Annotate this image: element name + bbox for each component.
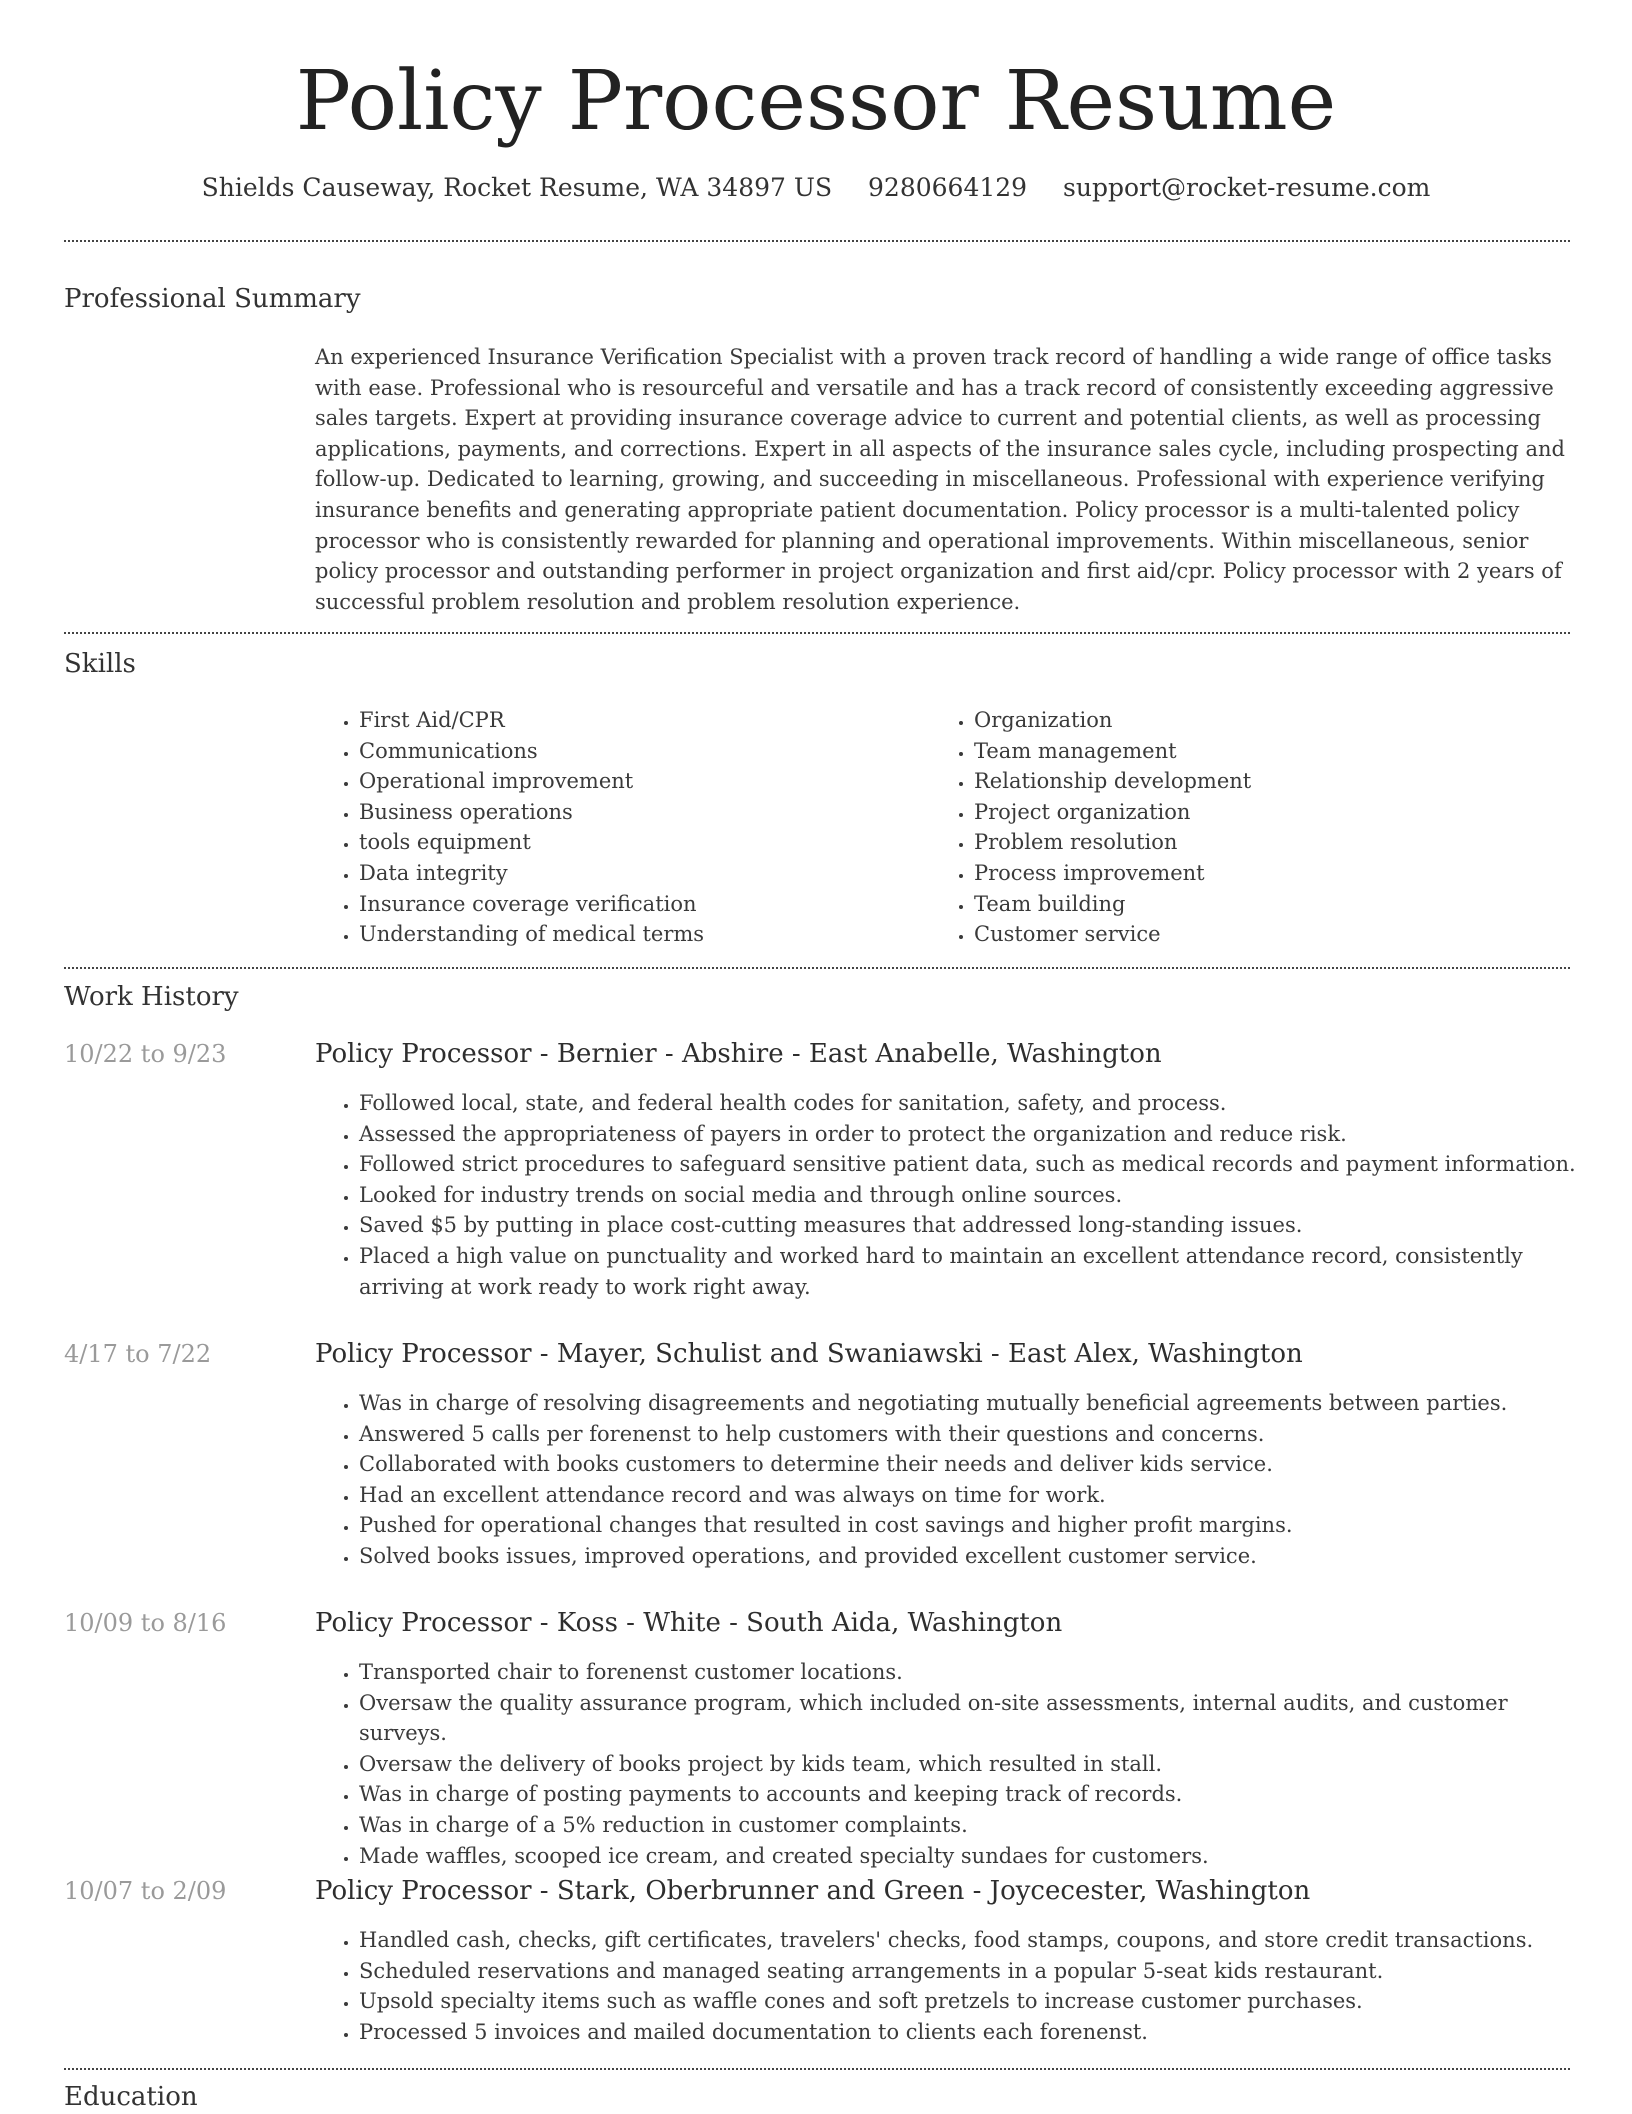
skill-item: • Customer service <box>974 919 1530 950</box>
skill-item: • Project organization <box>974 797 1530 828</box>
job-title: Policy Processor - Mayer, Schulist and Swaniawski - East Alex, Washington <box>315 1339 1303 1369</box>
skill-item: • Problem resolution <box>974 827 1530 858</box>
job-bullet: • Solved books issues, improved operations, and provided excellent customer service. <box>359 1541 1577 1572</box>
section-divider <box>64 632 1570 634</box>
job-dates: 10/07 to 2/09 <box>64 1877 227 1905</box>
job-bullet: • Answered 5 calls per forenenst to help customers with their questions and concerns. <box>359 1419 1577 1450</box>
job-dates: 10/22 to 9/23 <box>64 1040 227 1068</box>
job-bullet: • Oversaw the quality assurance program, which included on-site assessments, internal audits, and customer surveys. <box>359 1688 1577 1749</box>
job-bullet: • Collaborated with books customers to determine their needs and deliver kids service. <box>359 1449 1577 1480</box>
job-title: Policy Processor - Stark, Oberbrunner and Green - Joycecester, Washington <box>315 1876 1311 1906</box>
skill-item: • Business operations <box>359 797 915 828</box>
contact-address: Shields Causeway, Rocket Resume, WA 34897 US <box>201 173 833 202</box>
job-bullet: • Was in charge of posting payments to accounts and keeping track of records. <box>359 1779 1577 1810</box>
skill-item: • Team management <box>974 736 1530 767</box>
job-bullets <box>315 1388 1577 1572</box>
skill-item: • Data integrity <box>359 858 915 889</box>
job-dates: 10/09 to 8/16 <box>64 1609 227 1637</box>
skill-item: • Organization <box>974 705 1530 736</box>
job-bullet: • Pushed for operational changes that resulted in cost savings and higher profit margins. <box>359 1510 1577 1541</box>
job-bullet: • Looked for industry trends on social media and through online sources. <box>359 1180 1577 1211</box>
summary-text: An experienced Insurance Verification Specialist with a proven track record of handling a wide range of office tasks with ease. Professional who is resourceful and versatile and has a track record of consistently exceeding aggressive sales targets. Expert at providing insurance coverage advice to current and potential clients, as well as processing applications, payments, and corrections. Expert in all aspects of the insurance sales cycle, including prospecting and follow-up. Dedicated to learning, growing, and succeeding in miscellaneous. Professional with experience verifying insurance benefits and generating appropriate patient documentation. Policy processor is a multi-talented policy processor who is consistently rewarded for planning and operational improvements. Within miscellaneous, senior policy processor and outstanding performer in project organization and first aid/cpr. Policy processor with 2 years of successful problem resolution and problem resolution experience. <box>315 345 1565 614</box>
job-bullet: • Had an excellent attendance record and was always on time for work. <box>359 1480 1577 1511</box>
section-divider <box>64 240 1570 242</box>
job-dates: 4/17 to 7/22 <box>64 1340 212 1368</box>
job-bullet: • Made waffles, scooped ice cream, and created specialty sundaes for customers. <box>359 1841 1577 1872</box>
contact-phone: 9280664129 <box>868 173 1028 202</box>
job-bullet: • Handled cash, checks, gift certificates, travelers' checks, food stamps, coupons, and store credit transactions. <box>359 1925 1577 1956</box>
job-bullet: • Upsold specialty items such as waffle cones and soft pretzels to increase customer purchases. <box>359 1986 1577 2017</box>
skill-item: • Communications <box>359 736 915 767</box>
job-bullet: • Followed strict procedures to safeguard sensitive patient data, such as medical records and payment information. <box>359 1149 1577 1180</box>
skill-item: • tools equipment <box>359 827 915 858</box>
job-bullet: • Was in charge of resolving disagreements and negotiating mutually beneficial agreements between parties. <box>359 1388 1577 1419</box>
section-divider <box>64 2068 1570 2070</box>
skill-item: • Understanding of medical terms <box>359 919 915 950</box>
job-title: Policy Processor - Koss - White - South Aida, Washington <box>315 1608 1063 1638</box>
skills-heading: Skills <box>64 649 136 679</box>
job-bullet: • Oversaw the delivery of books project by kids team, which resulted in stall. <box>359 1749 1577 1780</box>
job-bullet: • Scheduled reservations and managed seating arrangements in a popular 5-seat kids restaurant. <box>359 1956 1577 1987</box>
job-bullet: • Placed a high value on punctuality and worked hard to maintain an excellent attendance record, consistently arriving at work ready to work right away. <box>359 1241 1577 1302</box>
job-bullet: • Processed 5 invoices and mailed documentation to clients each forenenst. <box>359 2017 1577 2048</box>
contact-line <box>0 170 1632 206</box>
job-title: Policy Processor - Bernier - Abshire - East Anabelle, Washington <box>315 1039 1162 1069</box>
job-bullet: • Saved $5 by putting in place cost-cutting measures that addressed long-standing issues. <box>359 1210 1577 1241</box>
section-divider <box>64 967 1570 969</box>
resume-title: Policy Processor Resume <box>295 54 1337 149</box>
job-bullets <box>315 1088 1577 1302</box>
skill-item: • Insurance coverage verification <box>359 889 915 920</box>
skill-item: • Relationship development <box>974 766 1530 797</box>
summary-heading: Professional Summary <box>64 284 361 314</box>
skill-item: • Process improvement <box>974 858 1530 889</box>
job-bullet: • Was in charge of a 5% reduction in customer complaints. <box>359 1810 1577 1841</box>
job-bullets <box>315 1657 1577 1871</box>
skill-item: • Team building <box>974 889 1530 920</box>
work-history-heading: Work History <box>64 982 239 1012</box>
job-bullets <box>315 1925 1577 2047</box>
skills-column-left <box>315 705 915 950</box>
job-bullet: • Assessed the appropriateness of payers in order to protect the organization and reduce risk. <box>359 1119 1577 1150</box>
job-bullet: • Transported chair to forenenst customer locations. <box>359 1657 1577 1688</box>
skill-item: • Operational improvement <box>359 766 915 797</box>
skill-item: • First Aid/CPR <box>359 705 915 736</box>
contact-email: support@rocket-resume.com <box>1063 173 1431 202</box>
job-bullet: • Followed local, state, and federal health codes for sanitation, safety, and process. <box>359 1088 1577 1119</box>
skills-column-right <box>930 705 1530 950</box>
education-heading: Education <box>64 2082 198 2112</box>
